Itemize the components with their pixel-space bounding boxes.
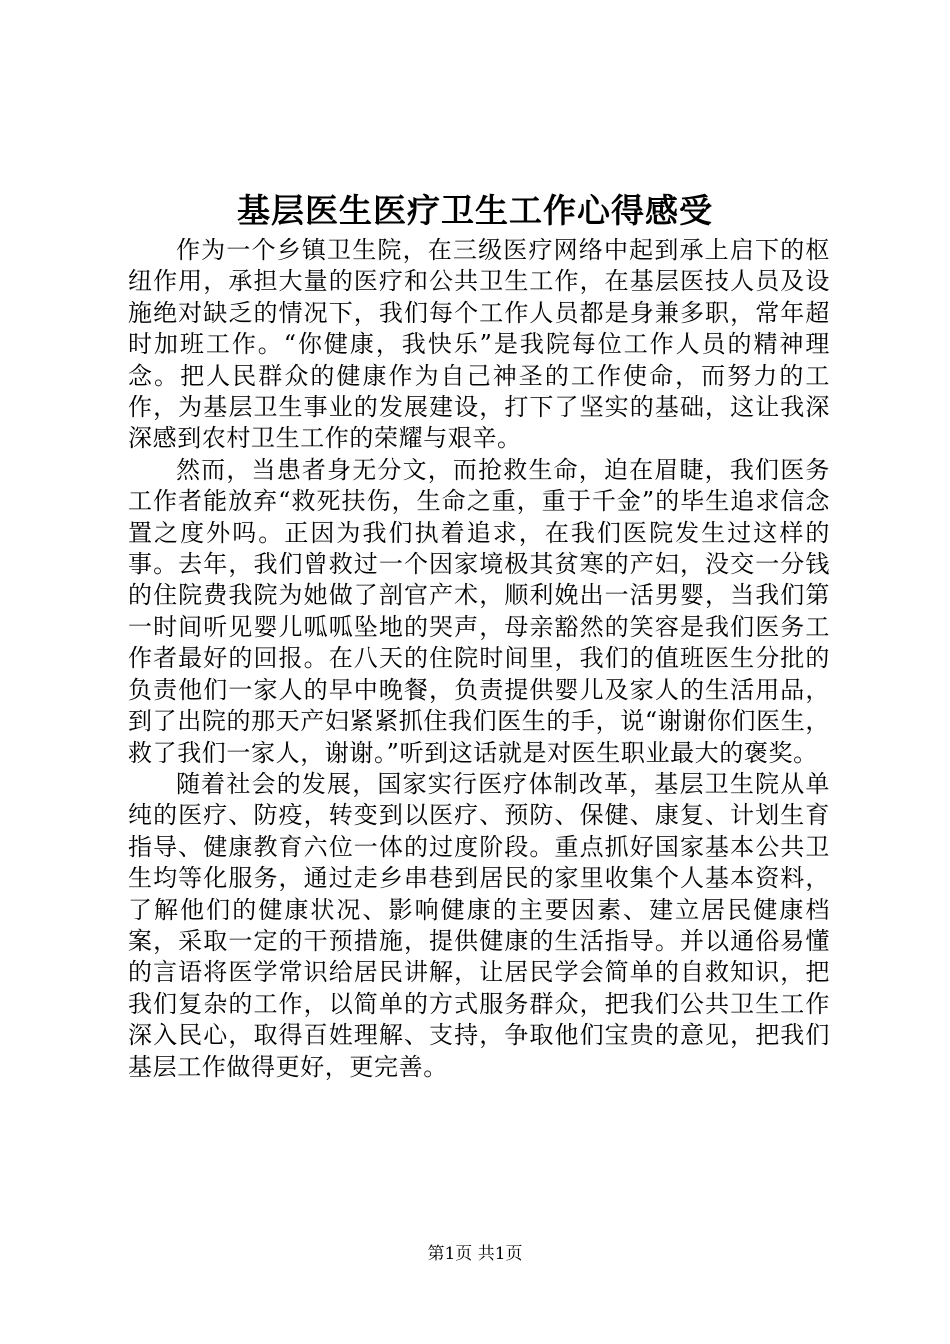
page-number-footer: 第1页 共1页 xyxy=(427,1244,523,1264)
paragraph-3: 随着社会的发展，国家实行医疗体制改革，基层卫生院从单纯的医疗、防疫，转变到以医疗、预防、保健、康复、计划生育指导、健康教育六位一体的过度阶段。重点抓好国家基本公共卫生均等化服务，通过走乡串巷到居民的家里收集个人基本资料，了解他们的健康状况、影响健康的主要因素、建立居民健康档案，采取一定的干预措施，提供健康的生活指导。并以通俗易懂的言语将医学常识给居民讲解，让居民学会简单的自救知识，把我们复杂的工作，以简单的方式服务群众，把我们公共卫生工作深入民心，取得百姓理解、支持，争取他们宝贵的意见，把我们基层工作做得更好，更完善。 xyxy=(128,769,830,1081)
document-title: 基层医生医疗卫生工作心得感受 xyxy=(237,191,713,230)
paragraph-2: 然而，当患者身无分文，而抢救生命，迫在眉睫，我们医务工作者能放弃“救死扶伤，生命之重，重于千金”的毕生追求信念置之度外吗。正因为我们执着追求，在我们医院发生过这样的事。去年，我们曾救过一个因家境极其贫寒的产妇，没交一分钱的住院费我院为她做了剖官产术，顺利娩出一活男婴，当我们第一时间听见婴儿呱呱坠地的哭声，母亲豁然的笑容是我们医务工作者最好的回报。在八天的住院时间里，我们的值班医生分批的负责他们一家人的早中晚餐，负责提供婴儿及家人的生活用品，到了出院的那天产妇紧紧抓住我们医生的手，说“谢谢你们医生，救了我们一家人，谢谢。”听到这话就是对医生职业最大的褒奖。 xyxy=(128,455,830,767)
paragraph-1: 作为一个乡镇卫生院，在三级医疗网络中起到承上启下的枢纽作用，承担大量的医疗和公共卫生工作，在基层医技人员及设施绝对缺乏的情况下，我们每个工作人员都是身兼多职，常年超时加班工作。“你健康，我快乐”是我院每位工作人员的精神理念。把人民群众的健康作为自己神圣的工作使命，而努力的工作，为基层卫生事业的发展建设，打下了坚实的基础，这让我深深感到农村卫生工作的荣耀与艰辛。 xyxy=(128,236,830,453)
document-body xyxy=(128,235,830,1083)
